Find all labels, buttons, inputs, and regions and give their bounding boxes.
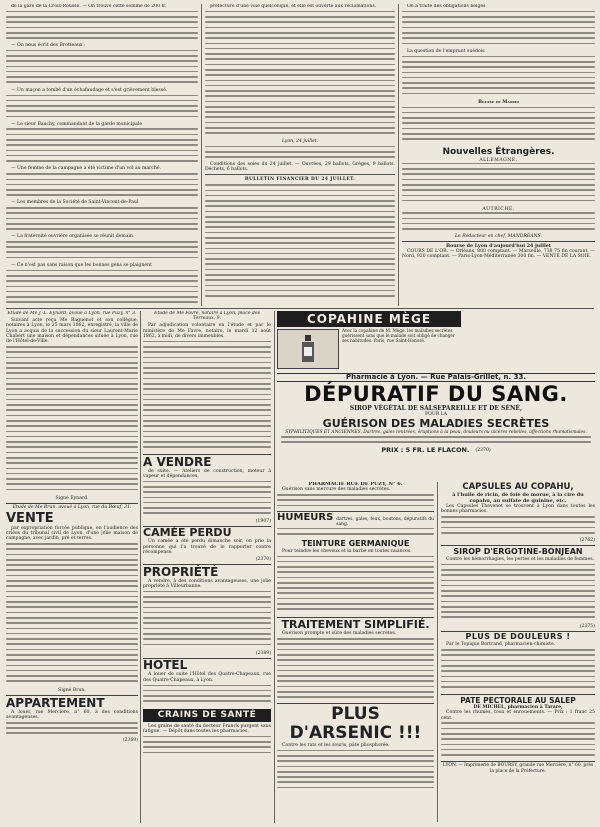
rule: [205, 174, 395, 175]
copahine-title: COPAHINE MÈGE: [277, 311, 461, 327]
pate-sub: DE MICHEL, pharmacien à Tarare,: [473, 704, 563, 710]
text-block: [205, 11, 395, 139]
appartement-heading: APPARTEMENT: [6, 695, 105, 710]
notice-body: de suite. — Ateliers de construction, moteur à vapeur et dépendances.: [143, 468, 271, 479]
ads-column-middle: [277, 482, 434, 822]
teinture-body: Pour teindre les cheveux et la barbe en toutes nuances.: [282, 548, 412, 554]
text-block: [6, 270, 198, 306]
pate-body: Contre les rhumes, toux et enrouements. — Prix : 1 franc 25 cent.: [441, 710, 595, 721]
top-column-1: [6, 4, 198, 306]
hotel-heading: HOTEL: [143, 658, 188, 673]
poix-heading: PHARMACIE RUE DE PUZY, N° 6.: [308, 482, 403, 487]
text-block: [441, 649, 595, 693]
text-block: [402, 107, 595, 145]
copahine-text: Avec la copahine de M. Mège, les maladies secrètes guérissent sans que le malade soit obligé de changer ses habitudes. Paris, rue Saint-Honoré.: [342, 328, 455, 343]
text-block: [6, 95, 198, 122]
ad-number: (2389): [255, 650, 271, 656]
text-block: [277, 638, 434, 702]
text-block: [277, 750, 434, 794]
ad-number: (2370): [255, 556, 271, 562]
text-block: [402, 11, 595, 49]
notice-body: par expropriation forcée publique, en l'audience des criées du tribunal civil de Lyon, d'une jolie maison de campagne, avec jardin, pré et terres.: [6, 525, 138, 542]
text-block: [277, 494, 434, 510]
sirop-line: SIROP VÉGÉTAL DE SALSEPAREILLE ET DE SÉNÉ,: [349, 405, 523, 413]
depuratif-title: DÉPURATIF DU SANG.: [304, 382, 568, 407]
column-divider: [201, 4, 202, 306]
text-block: [6, 207, 198, 234]
text-block: [6, 346, 138, 496]
section-rule: [6, 308, 594, 309]
imprint-footer: LYON. — Imprimerie de BOURSY, grande rue Mercière, n° 60, près la place de la Préfecture.: [442, 763, 594, 774]
news-item: — On nous écrit des Brotteaux :: [11, 42, 86, 48]
dateline: Lyon, 24 juillet.: [281, 138, 319, 144]
ad-number: (1907): [255, 518, 271, 524]
rule: [441, 761, 595, 762]
text-block: [277, 528, 434, 539]
financial-bulletin-heading: BULLETIN FINANCIER DU 24 JUILLET.: [244, 177, 356, 183]
text-block: [441, 516, 595, 538]
text-block: [402, 212, 595, 234]
notice-title: Etude de Me J.-L. Eynard, avoué à Lyon, rue Puzy, n° 3.: [7, 311, 137, 316]
notice-signature: Signé Eynard.: [55, 496, 89, 502]
notice-body: A louer, rue Mercière, n° 60, à des conditions avantageuses.: [6, 709, 138, 721]
bourse-madrid-heading: Bourse de Madrid: [478, 99, 519, 105]
text-block: [6, 241, 198, 263]
a-vendre-heading: A VENDRE: [143, 454, 212, 469]
ergotine-body: Contre les hémorrhagies, les pertes et les maladies de femmes.: [446, 556, 595, 562]
arsenic-body: Contre les rats et les souris, pâte phosphorée.: [282, 742, 390, 748]
depuratif-ad: [277, 373, 595, 479]
text-block: [6, 11, 198, 43]
pharmacy-header: Pharmacie à Lyon. — Rue Palais-Grillet, n. 33.: [277, 373, 595, 382]
text-block: [6, 50, 198, 88]
arsenic-heading: PLUS D'ARSENIC !!!: [289, 703, 422, 743]
bottle-icon: [277, 329, 339, 369]
text-block: [6, 128, 198, 166]
ad-number: (2370): [475, 448, 491, 454]
silk-conditions: Conditions des soies du 24 juillet. — Ouvrées, 29 ballots. Grèges, 9 ballots. Déchets, 6 ballots.: [205, 161, 395, 173]
column-divider: [398, 4, 399, 306]
rule: [6, 503, 138, 504]
propriete-heading: PROPRIÉTÉ: [143, 564, 219, 579]
poix-body: Guérison sans mercure des maladies secrètes.: [282, 487, 391, 493]
copahine-ad: [277, 311, 461, 370]
notice-body: A louer de suite l'Hôtel des Quatre-Chapeaux, rue des Quatre-Chapeaux, à Lyon.: [143, 672, 271, 683]
news-item: — Les membres de la Société de Saint-Vincent-de-Paul: [11, 200, 139, 206]
grains-de-sante-banner: CRAINS DE SANTÉ: [143, 709, 271, 722]
rule: [441, 694, 595, 695]
bourse-lyon-body: COURS DE L'OR. — Orléans, 800 comptant. — Marseille, 738 75 fin courant. — Nord, 920 comptant. — Paris-Lyon-Méditerranée 300 fin. — VENTE DE LA SOIE.: [402, 248, 595, 260]
germany-heading: ALLEMAGNE.: [479, 157, 518, 163]
notice-signature: Signé Brun.: [58, 688, 86, 694]
news-item: préfecture d'une voie quelconque, et elle est ouverte aux réclamations.: [210, 4, 377, 9]
text-block: [143, 591, 271, 651]
editor-signature: Le Rédacteur en chef, MANDRÉANS.: [402, 234, 595, 241]
text-block: [402, 56, 595, 100]
notice-body: Un camée a été perdu dimanche soir, on prie la personne qui l'a trouvé de le rapporter contre récompense.: [143, 539, 271, 556]
humeurs-body: dartres, gales, feux, boutons, dépuratifs du sang.: [336, 516, 434, 528]
pour-la: POUR LA: [424, 411, 447, 417]
column-divider: [274, 311, 275, 823]
text-block: [441, 722, 595, 760]
notice-body: A vendre, à des conditions avantageuses, une jolie propriété à Villeurbanne.: [143, 578, 271, 589]
text-block: [143, 685, 271, 707]
capsules-sub: à l'huile de ricin, de foie de morue, à la cire du copahu, au sulfate de quinine, etc.: [452, 492, 584, 504]
douleurs-body: Par le Topique Bertrand, pharmacien-chimiste.: [446, 642, 556, 648]
text-block: [143, 341, 271, 453]
capsules-body: Les Capsules Thevenot se trouvent à Lyon dans toutes les bonnes pharmacies.: [441, 504, 595, 515]
text-block: [6, 543, 138, 688]
teinture-heading: TEINTURE GERMANIQUE: [301, 538, 410, 548]
news-item: — Ce n'est pas sans raison que les bonnes gens se plaignent: [11, 262, 152, 268]
rule: [441, 545, 595, 546]
camee-perdu-heading: CAMÉE PERDU: [143, 526, 232, 540]
douleurs-heading: PLUS DE DOULEURS !: [465, 632, 571, 642]
text-block: [277, 556, 434, 616]
capsules-heading: CAPSULES AU COPAHU,: [462, 482, 574, 492]
column-divider: [437, 482, 438, 822]
rule: [441, 631, 595, 632]
news-item: — La fraternité ouvrière organisée se réunit demain.: [11, 234, 135, 240]
text-block: [205, 146, 395, 162]
news-item: La question de l'emprunt suédois: [407, 48, 485, 54]
pate-heading: PATE PECTORALE AU SALEP: [460, 695, 576, 705]
notice-body: Suivant acte reçu Me Baguenot et son collègue, notaires à Lyon, le 25 mars 1862, enregistré, la ville de Lyon a acquis de la succession du sieur Laurent-Marie Chabert une maison et dépendances située à Lyon, rue de l'Hôtel-de-Ville.: [6, 317, 138, 345]
notice-title: Etude de Me Brun, avoué à Lyon, rue du Bœuf, 31.: [12, 504, 132, 510]
text-block: [6, 173, 198, 200]
bourse-lyon-heading: Bourse de Lyon d'aujourd'hui 24 juillet: [445, 242, 552, 249]
rule: [277, 617, 434, 618]
legal-column-1: [6, 311, 138, 823]
price: PRIX : 5 FR. LE FLACON.: [381, 446, 470, 455]
notice-body: Par adjudication volontaire en l'étude et par le ministère de Me Favre, notaire, le mardi 12 août 1862, à midi, de divers immeubles.: [143, 323, 271, 339]
traitement-body: Guérison prompte et sûre des maladies secrètes.: [282, 631, 397, 637]
news-item: — Une femme de la campagne a été victime d'un vol au marché.: [11, 166, 162, 172]
ad-number: (2369): [122, 737, 138, 743]
text-block: [441, 564, 595, 624]
text-block: [6, 722, 138, 738]
top-column-2: [205, 4, 395, 306]
ad-number: (2762): [579, 538, 595, 544]
traitement-heading: TRAITEMENT SIMPLIFIÉ.: [281, 618, 430, 632]
vente-heading: VENTE: [6, 510, 54, 526]
news-item: On a traité des obligations belges: [407, 4, 486, 9]
text-block: [143, 736, 271, 758]
text-block: [402, 163, 595, 207]
ads-column-right: [441, 482, 595, 822]
sirop-sub: SYPHILITIQUES ET ANCIENNES, Dartres, gales rentrées, éruptions à la peau, douleurs ou ulcères rebelles, affections rhumatismales.: [285, 429, 587, 435]
text-block: [205, 184, 395, 302]
ad-number: (2375): [579, 623, 595, 629]
col1-intro: de la gare de la Croix-Rousse. — On trouve cette somme de 200 fr.: [11, 4, 167, 9]
foreign-news-heading: Nouvelles Étrangères.: [442, 146, 555, 157]
guerison-line: GUÉRISON DES MALADIES SECRÈTES: [322, 416, 550, 430]
text-block: [143, 481, 271, 519]
text-block: [281, 436, 591, 447]
news-item: — Le sieur Bauchy, commandant de la garde municipale: [11, 121, 143, 127]
news-item: — Un maçon a tombé d'un échafaudage et s'est grièvement blessé.: [11, 87, 168, 93]
column-divider: [140, 311, 141, 823]
ergotine-heading: SIROP D'ERGOTINE-BONJEAN: [453, 546, 583, 556]
humeurs-heading: HUMEURS: [277, 511, 334, 523]
notice-title: Etude de Me Favre, notaire à Lyon, place des Terreaux, 9.: [154, 311, 260, 322]
austria-heading: AUTRICHE.: [482, 206, 515, 212]
notice-body: Les grains de santé du docteur Franck purgent sans fatigue. — Dépôt dans toutes les pharmacies.: [143, 723, 271, 734]
top-column-3: [402, 4, 595, 306]
legal-column-2: [143, 311, 271, 823]
